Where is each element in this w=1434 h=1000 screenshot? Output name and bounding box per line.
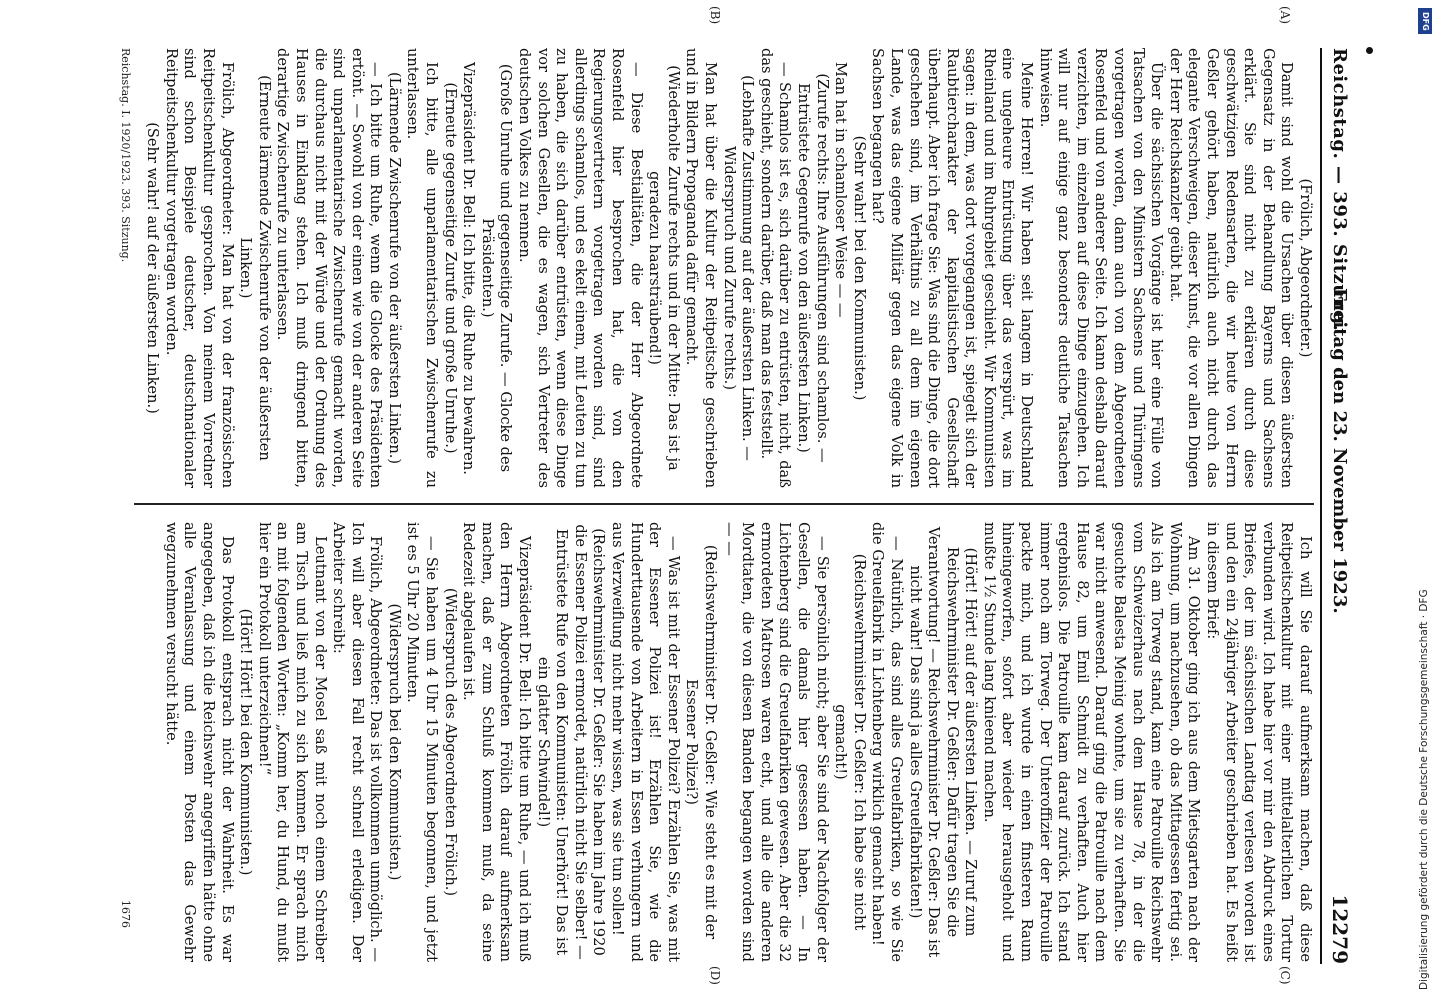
paragraph: — Diese Bestialitäten, die der Herr Abgeordnete Rosenfeld hier besprochen hat, die von den Regierungsvertretern vorgetragen worden sind, sind allerdings schamlos, und es ekelt einem, mit Leuten zu tun zu haben, die sich darüber entrüsten, wenn diese Dinge vor solchen Gesellen, die es wagen, sich Vertreter des deutschen Volkes zu nennen. [516,48,645,488]
paragraph: (Zurufe rechts: Ihre Ausführungen sind schamlos. — Entrüstete Gegenrufe von den äußersten Linken.) [794,73,831,463]
dfg-logo: DFG [1418,8,1432,34]
paragraph: — Schamlos ist es, sich darüber zu entrüsten, nicht, daß das geschieht, sondern darüber, daß man das feststellt. [757,48,794,488]
paragraph: Vizepräsident Dr. Bell: Ich bitte um Ruhe, — und ich muß den Herrn Abgeordneten Frölich darauf aufmerksam machen, daß er zum Schluß kommen muß, da seine Redezeit abgelaufen ist. [460,522,534,962]
paragraph: (Hört! Hört! bei den Kommunisten.) [237,608,255,876]
header-date: Freitag den 23. November 1923. [1329,288,1350,614]
paragraph: Ich bitte, alle unparlamentarischen Zwischenrufe zu unterlassen. [404,48,441,488]
paragraph: Vizepräsident Dr. Bell: Ich bitte, die Ruhe zu bewahren. [460,62,478,475]
paragraph: Meine Herren! Wir haben seit langem in Deutschland eine ungeheure Entrüstung über das verspürt, was im Rheinland und im Ruhrgebiet geschieht. Wir Kommunisten sagen: in dem, was dort vorgegangen ist, spiegelt sich der Raubtiercharakter der kapitalistischen Gesellschaft überhaupt. Aber ich frage Sie: Was sind die Dinge, die dort geschehen sind, im Verhältnis zu all dem im eigenen Lande, was das eigene Militär gegen das eigene Volk in Sachsen begangen hat? [869,48,1036,488]
header-rule [1320,48,1322,964]
paragraph: Am 31. Oktober ging ich aus dem Mietsgarten nach der Wohnung, um nachzusehen, ob das Mittagessen fertig sei. Als ich am Torweg stand, kam eine Patrouille Reichswehr vom Schweizerhaus nach dem Hause 78, in der die gesuchte Balesta Meinig wohnte, um sie zu verhaften. Sie war nicht anwesend. Darauf ging die Patrouille nach dem Hause 82, um Emil Schmidt zu verhaften. Auch hier ergebnislos. Die Patrouille kam darauf zurück. Ich stand immer noch am Torweg. Der Unteroffizier der Patrouille packte mich, und ich wurde in einen finsteren Raum hineingeworfen, sofort aber wieder herausgeholt und mußte 1½ Stunde lang knieend machen. [980,522,1203,962]
ink-dot [1366,47,1373,54]
header-left: Reichstag. — 393. Sitzung. [1329,48,1350,332]
paragraph: Frölich, Abgeordneter: Das ist vollkommen unmöglich. — Ich will aber diesen Fall recht schnell erledigen. Der Arbeiter schreibt: [330,522,385,962]
footer-right: 1676 [119,900,132,928]
paragraph: Damit sind wohl die Ursachen über diesen äußersten Gegensatz in der Behandlung Bayerns und Sachsens erklärt. Sie sind nicht zu erklären durch diese geschwätzigen Redensarten, die wir heute von Herrn Geßler gehört haben, natürlich auch nicht durch das elegante Verschweigen, dieser Kunst, die vor allen Dingen der Herr Reichskanzler geübt hat. [1166,48,1296,488]
left-text-column [144,48,1314,488]
margin-mark-b: (B) [708,6,722,25]
paragraph: — Was ist mit der Essener Polizei? Erzählen Sie, was mit der Essener Polizei ist! Erzählen Sie, wie die Hunderttausende von Arbeitern in Essen verhungern und aus Verzweiflung nicht mehr wissen, was sie tun sollen! [609,522,682,962]
paragraph: (Hört! Hört! auf der äußersten Linken. — Zuruf zum Reichswehrminister Dr. Geßler: Dafür tragen Sie die Verantwortung! — Reichswehrminister Dr. Geßler: Das ist nicht wahr! Das sind ja alles Greuelfabrikaten!) [906,526,980,958]
paragraph: (Reichswehrminister Dr. Geßler: Ich habe sie nicht gemacht!) [832,553,868,931]
paragraph: — Sie haben um 4 Uhr 15 Minuten begonnen, und jetzt ist es 5 Uhr 20 Minuten. [404,522,441,962]
paragraph: (Frölich, Abgeordneter.) [1297,178,1314,358]
paragraph: Das Protokoll entsprach nicht der Wahrheit. Es war angegeben, daß ich die Reichswehr angegriffen hätte ohne alle Veranlassung und einem Posten das Gewehr wegzunehmen versucht hätte. [162,522,236,962]
digitization-credit [1418,10,1432,990]
paragraph: (Reichswehrminister Dr. Geßler: Wie steht es mit der Essener Polizei?) [683,544,719,940]
paragraph: (Widerspruch des Abgeordneten Frölich.) [441,587,459,897]
page-header [1322,48,1356,964]
paragraph: — Ich bitte um Ruhe, wenn die Glocke des Präsidenten ertönt. — Sowohl von der einen wie von der anderen Seite sind unparlamentarische Zwischenrufe gemacht worden, die durchaus nicht mit der Würde und der Ordnung des Hauses in Einklang stehen. Ich muß dringend bitten, derartige Zwischenrufe zu unterlassen. [274,48,385,488]
digitization-credit-text: Digitalisierung gefördert durch die Deutsche Forschungsgemeinschaft · DFG [1418,589,1430,990]
paragraph: Man hat über die Kultur der Reitpeitsche geschrieben und in Bildern Propaganda dafür gemacht. [683,48,719,488]
paragraph: (Lebhafte Zustimmung auf der äußersten Linken. — Widerspruch und Zurufe rechts.) [720,75,757,461]
paragraph: — Sie persönlich nicht; aber Sie sind der Nachfolger der Gesellen, die damals hier gesessen haben. — In Lichtenberg sind die Greuelfabriken gewesen. Aber die 32 ermordeten Matrosen waren echt, und alle die anderen Mordtaten, die von diesen Banden begangen worden sind — — [720,522,831,962]
paragraph: (Erneute gegenseitige Zurufe und große Unruhe.) [441,82,459,454]
right-text-column [144,522,1314,962]
rotated-newspaper-page [62,0,1362,1000]
paragraph: (Wiederholte Zurufe rechts und in der Mitte: Das ist ja geradezu haarsträubend!) [646,65,682,471]
paragraph: (Sehr wahr! bei den Kommunisten.) [850,135,868,401]
paragraph: Man hat in schamloser Weise — — [832,62,850,318]
margin-mark-c: (C) [1278,966,1292,985]
paragraph: (Reichswehrminister Dr. Geßler: Sie haben im Jahre 1920 die Essener Polizei ermordet, natürlich nicht Sie selber! — Entrüstete Rufe von den Kommunisten: Unerhört! Das ist ein glatter Schwindel!) [534,524,608,960]
paragraph: Leutnant von der Mosel saß mit noch einem Schreiber am Tisch und ließ mich zu sich kommen. Er sprach mich an mit folgenden Worten: „Komm her, du Hund, du mußt hier ein Protokoll unterzeichnen!“ [255,522,329,962]
paragraph: Ich will Sie darauf aufmerksam machen, daß diese Reitpeitschenkultur mit einer mittelalterlichen Tortur verbunden wird. Ich habe hier vor mir den Abdruck eines Briefes, der im sächsischen Landtag verlesen worden ist und den ein 24jähriger Arbeiter geschrieben hat. Es heißt in diesem Brief: [1204,522,1314,962]
margin-mark-d: (D) [708,966,722,985]
column-divider [134,503,1314,505]
paragraph: — Natürlich, das sind alles Greuelfabriken, so wie Sie die Greuelfabrik in Lichtenberg wirklich gemacht haben! [869,522,905,962]
paragraph: (Lärmende Zwischenrufe von der äußersten Linken.) [385,71,403,465]
paragraph: (Große Unruhe und gegenseitige Zurufe. — Glocke des Präsidenten.) [478,63,515,473]
paragraph: (Sehr wahr! auf der äußersten Linken.) [144,122,162,414]
footer-left: Reichstag. I. 1920/1923. 393. Sitzung. [119,48,132,263]
paragraph: Über die sächsischen Vorgänge ist hier eine Fülle von Tatsachen von den Ministern Sachsens und Thüringens vorgetragen worden, dann auch von dem Abgeordneten Rosenfeld und von anderer Seite. Ich kann deshalb darauf verzichten, im einzelnen auf diese Dinge einzugehen. Ich will nur auf einige ganz besonders deutliche Tatsachen hinweisen. [1036,48,1166,488]
paragraph: Frölich, Abgeordneter: Man hat von der französischen Reitpeitschenkultur gesprochen. Von meinem Vorredner sind schon Beispiele deutscher, deutschnationaler Reitpeitschenkultur vorgetragen worden. [162,48,236,488]
paragraph: (Widerspruch bei den Kommunisten.) [385,603,403,881]
page-number: 12279 [1328,894,1352,964]
paragraph: (Erneute lärmende Zwischenrufe von der äußersten Linken.) [237,75,273,461]
margin-mark-a: (A) [1278,6,1292,25]
